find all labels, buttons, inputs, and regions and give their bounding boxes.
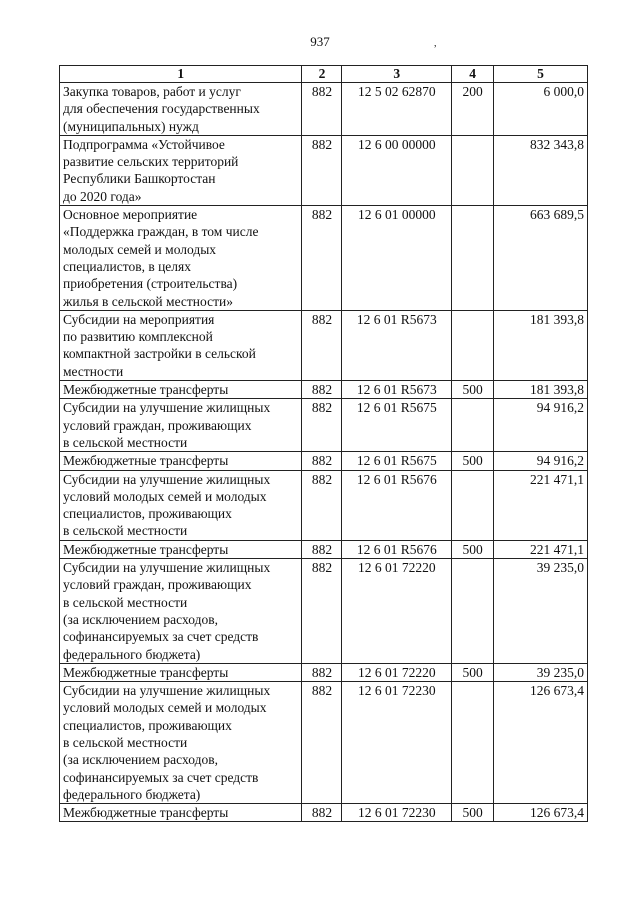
row-name: Субсидии на улучшение жилищных условий молодых семей и молодых специалистов, проживающих в сельской местности (за исключением расходов, софинансируемых за счет средств федерального бюджета): [60, 682, 302, 804]
row-target-code: 12 6 01 R5673: [342, 381, 452, 399]
header-col-5: 5: [494, 66, 588, 83]
row-name: Основное мероприятие «Поддержка граждан, в том числе молодых семей и молодых специалистов, в целях приобретения (строительства) жилья в сельской местности»: [60, 206, 302, 311]
table-row: [60, 663, 588, 681]
row-amount: 94 916,2: [494, 399, 588, 452]
table-row: [60, 804, 588, 822]
row-admin-code: 882: [302, 559, 342, 664]
row-amount: 39 235,0: [494, 559, 588, 664]
row-expense-type: [452, 206, 494, 311]
budget-table: [59, 65, 588, 822]
row-target-code: 12 6 01 72220: [342, 559, 452, 664]
page-number: 937: [310, 34, 330, 49]
row-name: Субсидии на мероприятия по развитию комплексной компактной застройки в сельской местности: [60, 310, 302, 380]
row-expense-type: 500: [452, 663, 494, 681]
row-amount: 181 393,8: [494, 310, 588, 380]
row-expense-type: 500: [452, 804, 494, 822]
row-amount: 126 673,4: [494, 682, 588, 804]
row-amount: 126 673,4: [494, 804, 588, 822]
row-name: Субсидии на улучшение жилищных условий молодых семей и молодых специалистов, проживающих в сельской местности: [60, 470, 302, 540]
row-admin-code: 882: [302, 399, 342, 452]
row-target-code: 12 6 01 00000: [342, 206, 452, 311]
row-target-code: 12 6 01 R5673: [342, 310, 452, 380]
row-name: Закупка товаров, работ и услуг для обеспечения государственных (муниципальных) нужд: [60, 83, 302, 136]
row-admin-code: 882: [302, 206, 342, 311]
row-admin-code: 882: [302, 452, 342, 470]
row-expense-type: [452, 470, 494, 540]
row-target-code: 12 6 01 R5675: [342, 399, 452, 452]
row-amount: 832 343,8: [494, 135, 588, 205]
row-admin-code: 882: [302, 135, 342, 205]
row-target-code: 12 6 01 72230: [342, 682, 452, 804]
row-admin-code: 882: [302, 540, 342, 558]
header-col-3: 3: [342, 66, 452, 83]
row-name: Межбюджетные трансферты: [60, 804, 302, 822]
row-expense-type: [452, 559, 494, 664]
row-expense-type: [452, 682, 494, 804]
header-row: [60, 66, 588, 83]
row-target-code: 12 6 01 72220: [342, 663, 452, 681]
row-name: Межбюджетные трансферты: [60, 381, 302, 399]
row-expense-type: [452, 135, 494, 205]
row-name: Межбюджетные трансферты: [60, 663, 302, 681]
table-row: [60, 83, 588, 136]
header-col-2: 2: [302, 66, 342, 83]
row-admin-code: 882: [302, 804, 342, 822]
row-expense-type: 500: [452, 452, 494, 470]
row-admin-code: 882: [302, 663, 342, 681]
row-name: Межбюджетные трансферты: [60, 452, 302, 470]
row-admin-code: 882: [302, 381, 342, 399]
row-admin-code: 882: [302, 470, 342, 540]
row-amount: 221 471,1: [494, 470, 588, 540]
table-row: [60, 206, 588, 311]
row-target-code: 12 6 00 00000: [342, 135, 452, 205]
row-expense-type: [452, 399, 494, 452]
row-target-code: 12 6 01 R5675: [342, 452, 452, 470]
row-target-code: 12 6 01 72230: [342, 804, 452, 822]
row-target-code: 12 5 02 62870: [342, 83, 452, 136]
header-col-1: 1: [60, 66, 302, 83]
row-amount: 94 916,2: [494, 452, 588, 470]
row-expense-type: 500: [452, 540, 494, 558]
row-amount: 221 471,1: [494, 540, 588, 558]
table-row: [60, 559, 588, 664]
table-row: [60, 452, 588, 470]
row-expense-type: 500: [452, 381, 494, 399]
row-amount: 663 689,5: [494, 206, 588, 311]
row-admin-code: 882: [302, 310, 342, 380]
table-row: [60, 135, 588, 205]
row-target-code: 12 6 01 R5676: [342, 540, 452, 558]
row-amount: 6 000,0: [494, 83, 588, 136]
table-row: [60, 381, 588, 399]
table-row: [60, 682, 588, 804]
header-col-4: 4: [452, 66, 494, 83]
row-admin-code: 882: [302, 682, 342, 804]
table-row: [60, 310, 588, 380]
row-target-code: 12 6 01 R5676: [342, 470, 452, 540]
row-admin-code: 882: [302, 83, 342, 136]
row-amount: 181 393,8: [494, 381, 588, 399]
row-expense-type: 200: [452, 83, 494, 136]
row-name: Подпрограмма «Устойчивое развитие сельских территорий Республики Башкортостан до 2020 года»: [60, 135, 302, 205]
table-row: [60, 540, 588, 558]
table-row: [60, 470, 588, 540]
row-name: Субсидии на улучшение жилищных условий граждан, проживающих в сельской местности (за исключением расходов, софинансируемых за счет средств федерального бюджета): [60, 559, 302, 664]
page-mark: ,: [434, 38, 437, 49]
row-name: Межбюджетные трансферты: [60, 540, 302, 558]
row-expense-type: [452, 310, 494, 380]
row-amount: 39 235,0: [494, 663, 588, 681]
row-name: Субсидии на улучшение жилищных условий граждан, проживающих в сельской местности: [60, 399, 302, 452]
table-row: [60, 399, 588, 452]
